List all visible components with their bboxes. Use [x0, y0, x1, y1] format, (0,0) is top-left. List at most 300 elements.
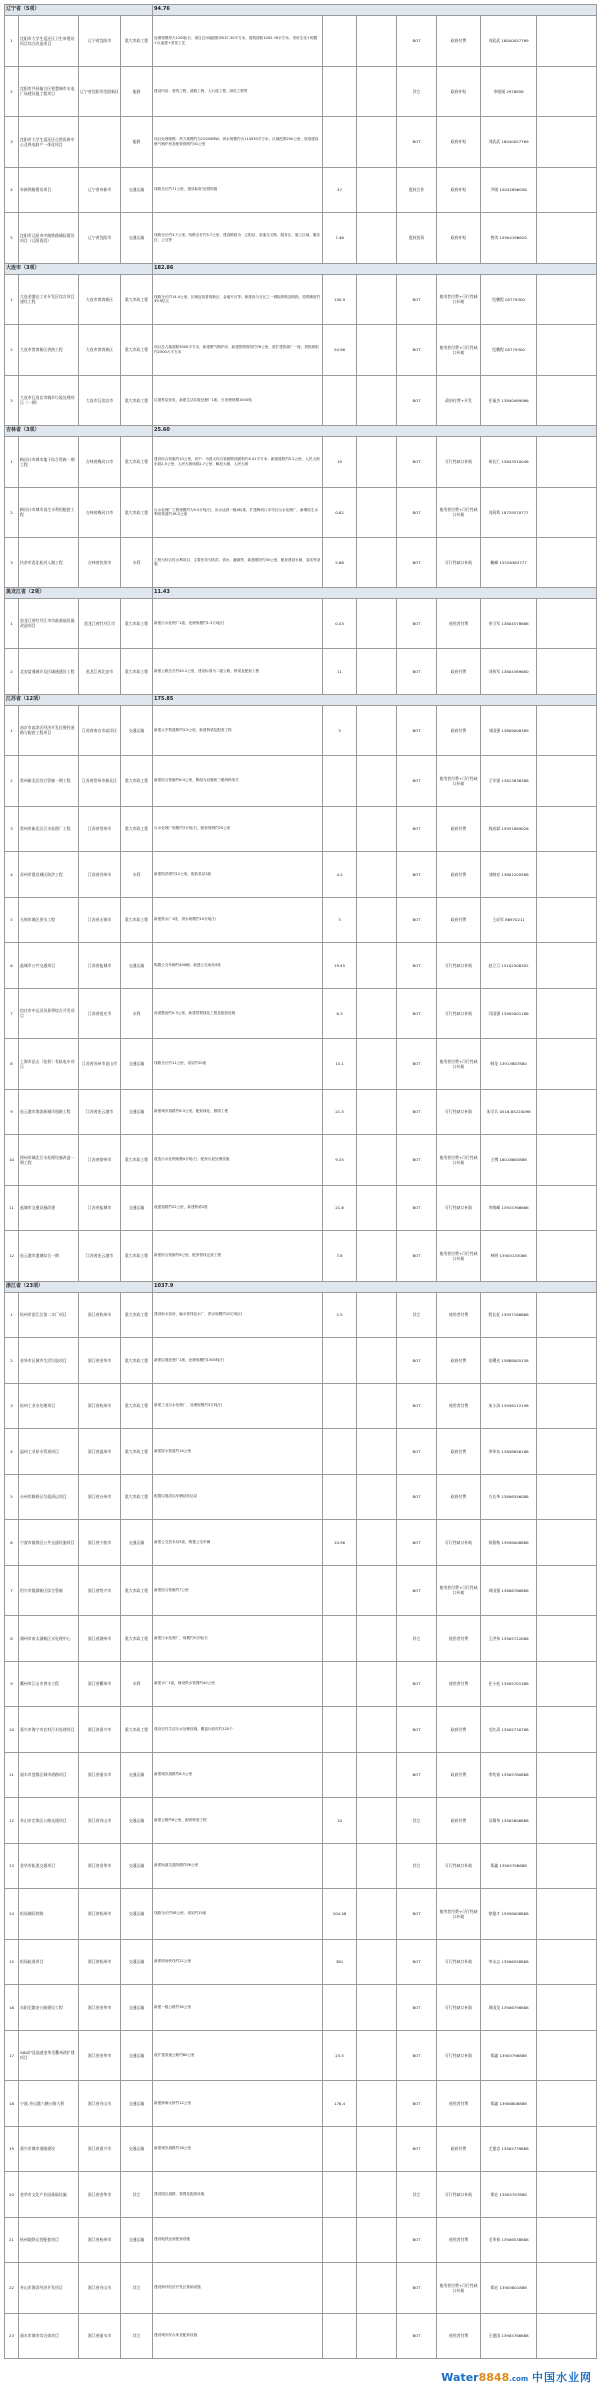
project-investment: 21.6 [323, 1185, 357, 1231]
province-total-investment: 11.43 [153, 587, 597, 598]
project-return-mechanism: 使用者付费+可行性缺口补助 [437, 1231, 481, 1282]
project-content: 配置垃圾清运车辆及转运站 [153, 1474, 323, 1520]
project-location: 辽宁省沈阳市 [79, 16, 121, 67]
project-name: 南京市高淳区经济开发区慢性道路与配套工程项目 [19, 705, 79, 756]
project-remark [537, 649, 597, 695]
project-industry: 交通运输 [121, 1843, 153, 1889]
project-return-mechanism: 政府付费 [437, 2126, 481, 2172]
row-number: 4 [5, 852, 19, 898]
project-investment: 15.1 [323, 1039, 357, 1090]
project-content: 新建跨海大桥约12公里 [153, 2081, 323, 2127]
project-row [5, 1889, 597, 1940]
row-number: 9 [5, 1089, 19, 1135]
project-location: 辽宁省阜新市 [79, 167, 121, 213]
project-return-mechanism: 可行性缺口补助 [437, 2030, 481, 2081]
row-number: 19 [5, 2126, 19, 2172]
project-content: 新建污水处理厂1座，处理规模约1.5万吨/日 [153, 598, 323, 649]
row-number: 11 [5, 1185, 19, 1231]
row-number: 14 [5, 1889, 19, 1940]
project-industry: 水利 [121, 852, 153, 898]
project-return-mechanism: 政府付费 [437, 852, 481, 898]
project-contact: 郑鑫 13905798888 [481, 1843, 537, 1889]
project-table [4, 4, 597, 2359]
project-return-mechanism: 政府付费+开发 [437, 375, 481, 426]
project-content: 改扩建高速公路约60公里 [153, 2030, 323, 2081]
project-mode: 其它 [397, 1798, 437, 1844]
project-location: 浙江省杭州市 [79, 1383, 121, 1429]
project-industry: 重大市政工程 [121, 598, 153, 649]
project-row [5, 1843, 597, 1889]
project-mode: BOT [397, 538, 437, 588]
project-remark [537, 756, 597, 807]
project-name: 嘉兴市海宁市农村污水处理项目 [19, 1707, 79, 1753]
project-return-mechanism: 政府付费 [437, 1707, 481, 1753]
project-row [5, 806, 597, 852]
project-name: 绍兴市镜湖新区综合管廊 [19, 1565, 79, 1616]
project-location: 浙江省金华市 [79, 1843, 121, 1889]
row-number: 1 [5, 437, 19, 488]
project-stage [357, 1939, 397, 1985]
row-number: 7 [5, 988, 19, 1039]
row-number: 6 [5, 1520, 19, 1566]
project-row [5, 1338, 597, 1384]
project-content: 建设农村生活污水处理设施，覆盖行政村约120个 [153, 1707, 323, 1753]
row-number: 22 [5, 2263, 19, 2314]
row-number: 7 [5, 1565, 19, 1616]
project-investment: 4.2 [323, 852, 357, 898]
project-stage [357, 1429, 397, 1475]
project-location: 浙江省衢州市 [79, 1661, 121, 1707]
project-name: 大连市瓦房店市城乡垃圾处理项目（一期） [19, 375, 79, 426]
project-industry: 交通运输 [121, 2126, 153, 2172]
project-content: 新建水厂1座，铺设供水管网约40公里 [153, 1661, 323, 1707]
row-number: 2 [5, 756, 19, 807]
project-row [5, 1798, 597, 1844]
project-row [5, 437, 597, 488]
project-stage [357, 117, 397, 168]
project-table-sheet [4, 4, 596, 2359]
project-remark [537, 943, 597, 989]
project-contact: 毛华春 13906538888 [481, 2217, 537, 2263]
project-return-mechanism: 政府补贴 [437, 117, 481, 168]
watermark-brand: Water [441, 2371, 479, 2384]
project-remark [537, 1752, 597, 1798]
project-return-mechanism: 政府付费 [437, 1798, 481, 1844]
project-row [5, 1185, 597, 1231]
project-content: 污水处理厂规模约3万吨/日，配套管网约25公里 [153, 806, 323, 852]
project-stage [357, 897, 397, 943]
project-mode: BOT [397, 274, 437, 325]
project-contact: 刘武武 18040057769 [481, 117, 537, 168]
project-stage [357, 1292, 397, 1338]
project-stage [357, 649, 397, 695]
project-mode: BOT [397, 2126, 437, 2172]
project-industry: 水利 [121, 1661, 153, 1707]
project-stage [357, 705, 397, 756]
project-row [5, 1565, 597, 1616]
province-header-row [5, 1281, 597, 1292]
row-number: 13 [5, 1843, 19, 1889]
project-location: 江苏省苏州市 [79, 852, 121, 898]
project-contact: 刘晓亮 13801205588 [481, 852, 537, 898]
project-location: 浙江省杭州市 [79, 1889, 121, 1940]
project-name: 机场轨道项目 [19, 1939, 79, 1985]
project-remark [537, 1039, 597, 1090]
project-contact: 方长华 13806556088 [481, 1474, 537, 1520]
project-investment [323, 66, 357, 117]
project-mode: BOT [397, 1939, 437, 1985]
project-return-mechanism: 使用者付费+可行性缺口补助 [437, 274, 481, 325]
project-return-mechanism: 政府付费 [437, 1429, 481, 1475]
project-row [5, 16, 597, 67]
project-location: 吉林省扶余市 [79, 538, 121, 588]
project-contact: 纪鹏程 05779300 [481, 325, 537, 376]
project-contact: 钱成斌 15951889026 [481, 806, 537, 852]
row-number: 8 [5, 1616, 19, 1662]
project-location: 浙江省湖州市 [79, 1616, 121, 1662]
province-header-row [5, 694, 597, 705]
row-number: 5 [5, 213, 19, 264]
project-stage [357, 1089, 397, 1135]
project-location: 大连市普湾新区 [79, 325, 121, 376]
project-remark [537, 538, 597, 588]
project-return-mechanism: 使用者付费 [437, 1292, 481, 1338]
project-stage [357, 538, 397, 588]
watermark-suffix: .com [509, 2375, 529, 2383]
project-row [5, 2263, 597, 2314]
project-contact: 赵立卫 15102508302 [481, 943, 537, 989]
project-remark [537, 1889, 597, 1940]
province-name: 黑龙江省（2项） [5, 587, 153, 598]
project-remark [537, 167, 597, 213]
project-mode: BOT [397, 2217, 437, 2263]
project-industry: 重大市政工程 [121, 1474, 153, 1520]
project-content: 新建城市道路约8.5公里 [153, 1752, 323, 1798]
project-stage [357, 2217, 397, 2263]
project-return-mechanism: 使用者付费 [437, 1661, 481, 1707]
project-row [5, 1474, 597, 1520]
project-investment: 5.86 [323, 538, 357, 588]
project-investment: 19 [323, 437, 357, 488]
project-stage [357, 1661, 397, 1707]
project-content: 改建道路约22公里，新建桥梁2座 [153, 1185, 323, 1231]
project-location: 浙江省金华市 [79, 2172, 121, 2218]
project-return-mechanism: 使用者付费+可行性缺口补助 [437, 1039, 481, 1090]
project-mode: BOT [397, 1985, 437, 2031]
project-remark [537, 1089, 597, 1135]
project-stage [357, 1185, 397, 1231]
row-number: 3 [5, 117, 19, 168]
project-row [5, 598, 597, 649]
project-content: 购置公交车辆约400辆，新建公交场站4座 [153, 943, 323, 989]
project-content: 建设海洋经济开发区基础设施 [153, 2263, 323, 2314]
project-location: 江苏省盐城市 [79, 1185, 121, 1231]
province-name: 大连市（3项） [5, 263, 153, 274]
project-investment: 178.4 [323, 2081, 357, 2127]
row-number: 3 [5, 1383, 19, 1429]
row-number: 15 [5, 1939, 19, 1985]
project-industry: 水利 [121, 988, 153, 1039]
project-row [5, 1520, 597, 1566]
project-stage [357, 2263, 397, 2314]
project-industry: 交通运输 [121, 1520, 153, 1566]
project-stage [357, 325, 397, 376]
project-name: 丽水市城市综合体项目 [19, 2313, 79, 2359]
project-name: 台州市路桥区垃圾清运项目 [19, 1474, 79, 1520]
project-return-mechanism: 可行性缺口补助 [437, 538, 481, 588]
province-total-investment: 94.76 [153, 5, 597, 16]
project-contact: 王成军 86970211 [481, 897, 537, 943]
project-contact: 林明 13905133066 [481, 1231, 537, 1282]
project-name: 无锡市城区供水工程 [19, 897, 79, 943]
project-contact: 吴耀华 13905806688 [481, 1798, 537, 1844]
project-mode: BOT [397, 1135, 437, 1186]
project-return-mechanism: 可行性缺口补助 [437, 2172, 481, 2218]
project-content: 新建城市道路约6.3公里，配套绿化、照明工程 [153, 1089, 323, 1135]
project-row [5, 274, 597, 325]
project-location: 浙江省台州市 [79, 1474, 121, 1520]
row-number: 2 [5, 1338, 19, 1384]
project-return-mechanism: 政府付费 [437, 806, 481, 852]
row-number: 10 [5, 1707, 19, 1753]
project-mode: BOT [397, 1089, 437, 1135]
project-remark [537, 598, 597, 649]
project-mode: BOT [397, 1383, 437, 1429]
project-investment: 7.46 [323, 213, 357, 264]
project-return-mechanism: 政府付费 [437, 16, 481, 67]
project-investment: 3 [323, 705, 357, 756]
project-name: 杭州地铁运营配套项目 [19, 2217, 79, 2263]
project-return-mechanism: 使用者付费 [437, 1616, 481, 1662]
row-number: 12 [5, 1231, 19, 1282]
project-mode: BOT [397, 1338, 437, 1384]
project-content: 项目处理规模：热力规模约为12000MW；供水规模约为114530平方米；区域范围200公里；规划建设燃气锅炉房及配套管网约41公里 [153, 117, 323, 168]
project-stage [357, 1843, 397, 1889]
project-name: 扶余市西北松河入湖工程 [19, 538, 79, 588]
project-row [5, 852, 597, 898]
project-name: 金华市区城市生活垃圾项目 [19, 1338, 79, 1384]
project-stage [357, 1985, 397, 2031]
project-row [5, 1707, 597, 1753]
project-row [5, 2126, 597, 2172]
project-return-mechanism: 使用者付费+可行性缺口补助 [437, 325, 481, 376]
project-mode: BOT [397, 487, 437, 538]
project-content: 线路全长约58公里，设站约15座 [153, 1889, 323, 1940]
project-mode: BOT [397, 943, 437, 989]
project-name: 连云港市海滨新城市道路工程 [19, 1089, 79, 1135]
row-number: 18 [5, 2081, 19, 2127]
project-investment [323, 16, 357, 67]
project-industry: 交通运输 [121, 2081, 153, 2127]
project-mode: BOT [397, 16, 437, 67]
project-stage [357, 16, 397, 67]
project-remark [537, 16, 597, 67]
project-investment: 150.9 [323, 274, 357, 325]
project-content: 垃圾焚烧发电，新建生活垃圾处理厂1座，日处理规模1500吨 [153, 375, 323, 426]
project-name: 大连金港仓工业开发区综合项目建设工程 [19, 274, 79, 325]
project-investment: 19.45 [323, 943, 357, 989]
project-investment [323, 1661, 357, 1707]
project-industry: 重大市政工程 [121, 487, 153, 538]
project-investment [323, 375, 357, 426]
project-row [5, 897, 597, 943]
project-row [5, 375, 597, 426]
row-number: 2 [5, 66, 19, 117]
project-stage [357, 1039, 397, 1090]
project-contact: 朱学兵 0518-85220098 [481, 1089, 537, 1135]
row-number: 1 [5, 274, 19, 325]
project-contact: 尹刚 15042896056 [481, 167, 537, 213]
project-industry: 重大市政工程 [121, 1429, 153, 1475]
project-mode: 股权投资 [397, 213, 437, 264]
project-name: 宁波-舟山港六横公路大桥 [19, 2081, 79, 2127]
project-industry: 重大市政工程 [121, 756, 153, 807]
project-name: 机场城际铁路 [19, 1889, 79, 1940]
project-remark [537, 988, 597, 1039]
project-remark [537, 1185, 597, 1231]
project-content: 新建一级公路约30公里 [153, 1985, 323, 2031]
project-industry: 重大市政工程 [121, 1616, 153, 1662]
project-industry: 重大市政工程 [121, 16, 153, 67]
project-stage [357, 1798, 397, 1844]
project-content: 新建工业污水处理厂，处理规模约3万吨/日 [153, 1383, 323, 1429]
project-industry: 交通运输 [121, 2217, 153, 2263]
project-stage [357, 213, 397, 264]
project-content: 新建城市道路约16公里 [153, 2126, 323, 2172]
project-industry: 重大市政工程 [121, 1565, 153, 1616]
project-return-mechanism: 政府付费 [437, 897, 481, 943]
project-remark [537, 487, 597, 538]
row-number: 16 [5, 1985, 19, 2031]
project-content: 新建防洪堤约12公里，配套泵站3座 [153, 852, 323, 898]
row-number: 23 [5, 2313, 19, 2359]
project-name: 嘉兴市城市道路建设 [19, 2126, 79, 2172]
project-name: 上海市昆山（花桥）有轨电车项目 [19, 1039, 79, 1090]
project-name: 金华市文化产业园基础设施 [19, 2172, 79, 2218]
project-contact: 鞠峰 15526363777 [481, 538, 537, 588]
project-row [5, 487, 597, 538]
project-industry: 重大市政工程 [121, 375, 153, 426]
province-name: 浙江省（23项） [5, 1281, 153, 1292]
project-mode: 其它 [397, 2172, 437, 2218]
project-remark [537, 1707, 597, 1753]
project-name: 沈阳市共同输合区智慧城市水电广场建设施工程项目 [19, 66, 79, 117]
row-number: 21 [5, 2217, 19, 2263]
project-return-mechanism: 政府付费 [437, 1338, 481, 1384]
project-return-mechanism: 可行性缺口补助 [437, 943, 481, 989]
project-industry: 交通运输 [121, 1939, 153, 1985]
project-row [5, 538, 597, 588]
project-mode: BOT [397, 1429, 437, 1475]
project-location: 浙江省宁波市 [79, 1520, 121, 1566]
project-industry: 交通运输 [121, 1985, 153, 2031]
row-number: 20 [5, 2172, 19, 2218]
project-investment [323, 1474, 357, 1520]
project-name: 宁波市镇海区公共交通设施项目 [19, 1520, 79, 1566]
project-remark [537, 2081, 597, 2127]
project-contact: 徐燕秋 13958008888 [481, 1520, 537, 1566]
project-row [5, 649, 597, 695]
project-investment [323, 1843, 357, 1889]
project-investment [323, 1707, 357, 1753]
project-remark [537, 2172, 597, 2218]
project-row [5, 1616, 597, 1662]
project-remark [537, 806, 597, 852]
project-content: 线路全长约11公里，设站约20座 [153, 1039, 323, 1090]
project-row [5, 756, 597, 807]
project-location: 浙江省丽水市 [79, 2313, 121, 2359]
project-content: 建设城市综合体及配套设施 [153, 2313, 323, 2359]
project-industry: 水利 [121, 538, 153, 588]
project-stage [357, 1231, 397, 1282]
project-content: 新建公路总长约40.1公里，建设标准为二级公路，桥梁及配套工程 [153, 649, 323, 695]
project-remark [537, 437, 597, 488]
project-contact: 曾涛 15904196820 [481, 213, 537, 264]
project-industry: 交通运输 [121, 1039, 153, 1090]
project-mode: BOT [397, 437, 437, 488]
project-remark [537, 2217, 597, 2263]
project-row [5, 1383, 597, 1429]
project-mode: BOT [397, 649, 437, 695]
project-investment [323, 806, 357, 852]
project-contact: 刘禹利 18729570777 [481, 487, 537, 538]
project-investment [323, 1429, 357, 1475]
project-remark [537, 2263, 597, 2314]
project-content: 新建大中型道路约3.5公里，新建桥梁及配套工程 [153, 705, 323, 756]
project-contact: 郑宏 13905797888 [481, 2172, 537, 2218]
project-contact: 李永志 13906558888 [481, 1939, 537, 1985]
project-contact: 徐建才 15958008888 [481, 1889, 537, 1940]
project-investment [323, 1565, 357, 1616]
project-remark [537, 1985, 597, 2031]
project-return-mechanism: 使用者付费+可行性缺口补助 [437, 487, 481, 538]
project-stage [357, 1889, 397, 1940]
project-name: 黑龙江省牡丹江市市政基础设施改造项目 [19, 598, 79, 649]
project-location: 辽宁省沈阳市 [79, 213, 121, 264]
project-contact: 张曙光 15888005138 [481, 1338, 537, 1384]
project-content: 新建供水厂1座，供水规模约10万吨/日 [153, 897, 323, 943]
project-remark [537, 1939, 597, 1985]
project-content: 改造污水处理规模4万吨/日，配套污泥处理设施 [153, 1135, 323, 1186]
project-industry: 重大市政工程 [121, 1383, 153, 1429]
project-contact: 刘武武 18040057769 [481, 16, 537, 67]
project-stage [357, 852, 397, 898]
project-return-mechanism: 政府付费 [437, 1752, 481, 1798]
project-investment: 6.3 [323, 988, 357, 1039]
project-stage [357, 167, 397, 213]
project-location: 江苏省常州市 [79, 806, 121, 852]
project-industry: 重大市政工程 [121, 325, 153, 376]
project-mode: 其它 [397, 1616, 437, 1662]
project-mode: BOT [397, 2081, 437, 2127]
project-row [5, 2172, 597, 2218]
project-mode: BOT [397, 1707, 437, 1753]
project-location: 浙江省金华市 [79, 1338, 121, 1384]
row-number: 2 [5, 325, 19, 376]
project-mode: 其它 [397, 1292, 437, 1338]
row-number: 8 [5, 1039, 19, 1090]
project-name: 常州市新北区污水处理厂工程 [19, 806, 79, 852]
project-row [5, 1939, 597, 1985]
row-number: 12 [5, 1798, 19, 1844]
project-name: 杭州市滨江区第二水厂项目 [19, 1292, 79, 1338]
project-contact: 周国龙 13906798888 [481, 1985, 537, 2031]
project-location: 浙江省绍兴市 [79, 1565, 121, 1616]
project-investment: 10.96 [323, 1520, 357, 1566]
project-remark [537, 1135, 597, 1186]
project-contact: 郑鑫 13905798888 [481, 2030, 537, 2081]
project-location: 辽宁省沈阳市沈阳新区 [79, 66, 121, 117]
